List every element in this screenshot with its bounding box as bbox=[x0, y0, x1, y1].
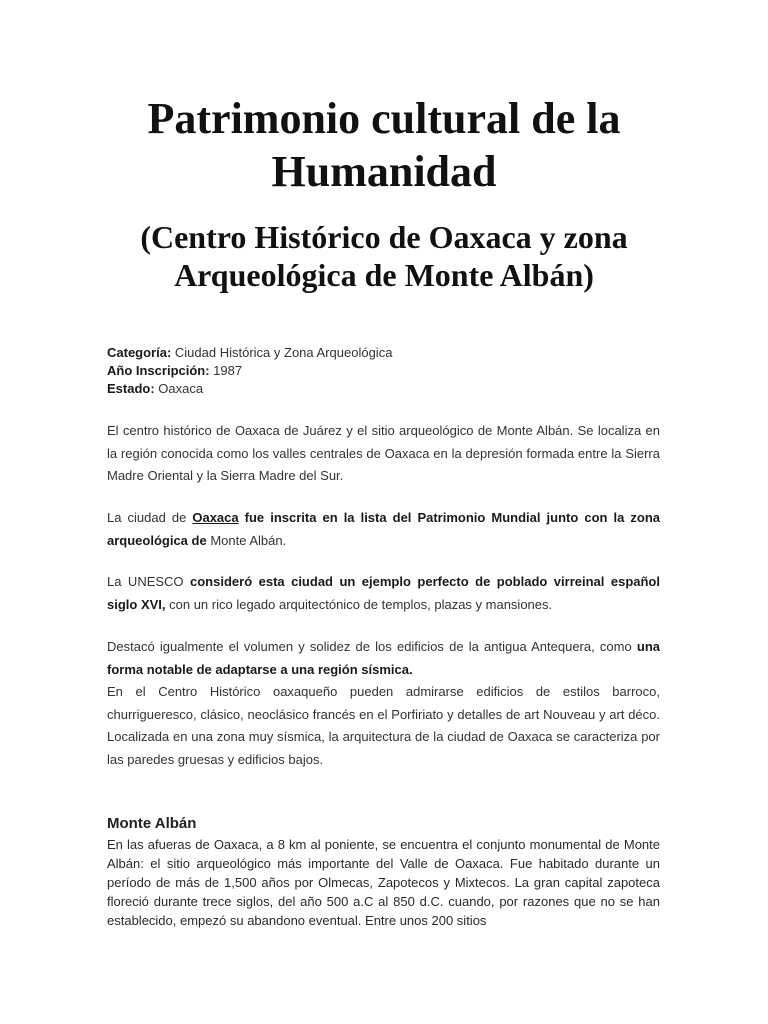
text-run: con un rico legado arquitectónico de templos, plazas y mansiones. bbox=[165, 596, 553, 612]
text-run: La ciudad de bbox=[107, 510, 193, 525]
paragraph-architecture bbox=[107, 636, 660, 771]
paragraph-location: El centro histórico de Oaxaca de Juárez y el sitio arqueológico de Monte Albán. Se localiza en la región conocida como los valles centrales de Oaxaca en la depresión formada entre la Sierra Madre Oriental y la Sierra Madre del Sur. bbox=[107, 423, 660, 483]
text-run: La UNESCO bbox=[107, 574, 191, 589]
meta-row-category bbox=[107, 344, 667, 362]
text-run-bold: una forma notable de adaptarse a una región sísmica. bbox=[107, 639, 660, 677]
meta-label: Año Inscripción: bbox=[107, 363, 210, 378]
page-title: Patrimonio cultural de la Humanidad bbox=[147, 94, 621, 196]
meta-value: 1987 bbox=[209, 363, 243, 378]
paragraph-monte-alban: En las afueras de Oaxaca, a 8 km al poniente, se encuentra el conjunto monumental de Monte Albán: el sitio arqueológico más importante del Valle de Oaxaca. Fue habitado durante un período de más de 1,500 años por Olmecas, Zapotecos y Mixtecos. La gran capital zapoteca floreció durante trece siglos, del año 500 a.C al 850 d.C. cuando, por razones que no se han establecido, empezó su abandono eventual. Entre unos 200 sitios bbox=[107, 837, 660, 928]
text-run: Destacó igualmente el volumen y solidez de los edificios de la antigua Antequera, como bbox=[107, 639, 637, 654]
text-run: Monte Albán. bbox=[206, 532, 287, 548]
meta-row-inscription-year bbox=[107, 362, 667, 380]
meta-row-state bbox=[107, 380, 667, 398]
text-run: En el Centro Histórico oaxaqueño pueden admirarse edificios de estilos barroco, churrigueresco, clásico, neoclásico francés en el Porfiriato y detalles de art Nouveau y art déco. Localizada en una zona muy sísmica, la arquitectura de la ciudad de Oaxaca se caracteriza por las paredes gruesas y edificios bajos. bbox=[107, 684, 660, 767]
section-heading-monte-alban: Monte Albán bbox=[107, 815, 197, 832]
meta-value: Ciudad Histórica y Zona Arqueológica bbox=[171, 345, 393, 360]
metadata-block bbox=[107, 344, 667, 398]
meta-value: Oaxaca bbox=[154, 381, 204, 396]
meta-label: Estado: bbox=[107, 381, 155, 396]
paragraph-unesco bbox=[107, 571, 660, 616]
meta-label: Categoría: bbox=[107, 345, 172, 360]
page-subtitle: (Centro Histórico de Oaxaca y zona Arqueológica de Monte Albán) bbox=[140, 219, 628, 293]
text-run-bold: fue inscrita en la lista del Patrimonio Mundial junto con la zona arqueológica de bbox=[107, 510, 660, 548]
text-run-bold: consideró esta ciudad un ejemplo perfecto de poblado virreinal español siglo XVI, bbox=[107, 574, 660, 612]
oaxaca-link[interactable]: Oaxaca bbox=[192, 510, 239, 525]
paragraph-inscription bbox=[107, 507, 660, 552]
